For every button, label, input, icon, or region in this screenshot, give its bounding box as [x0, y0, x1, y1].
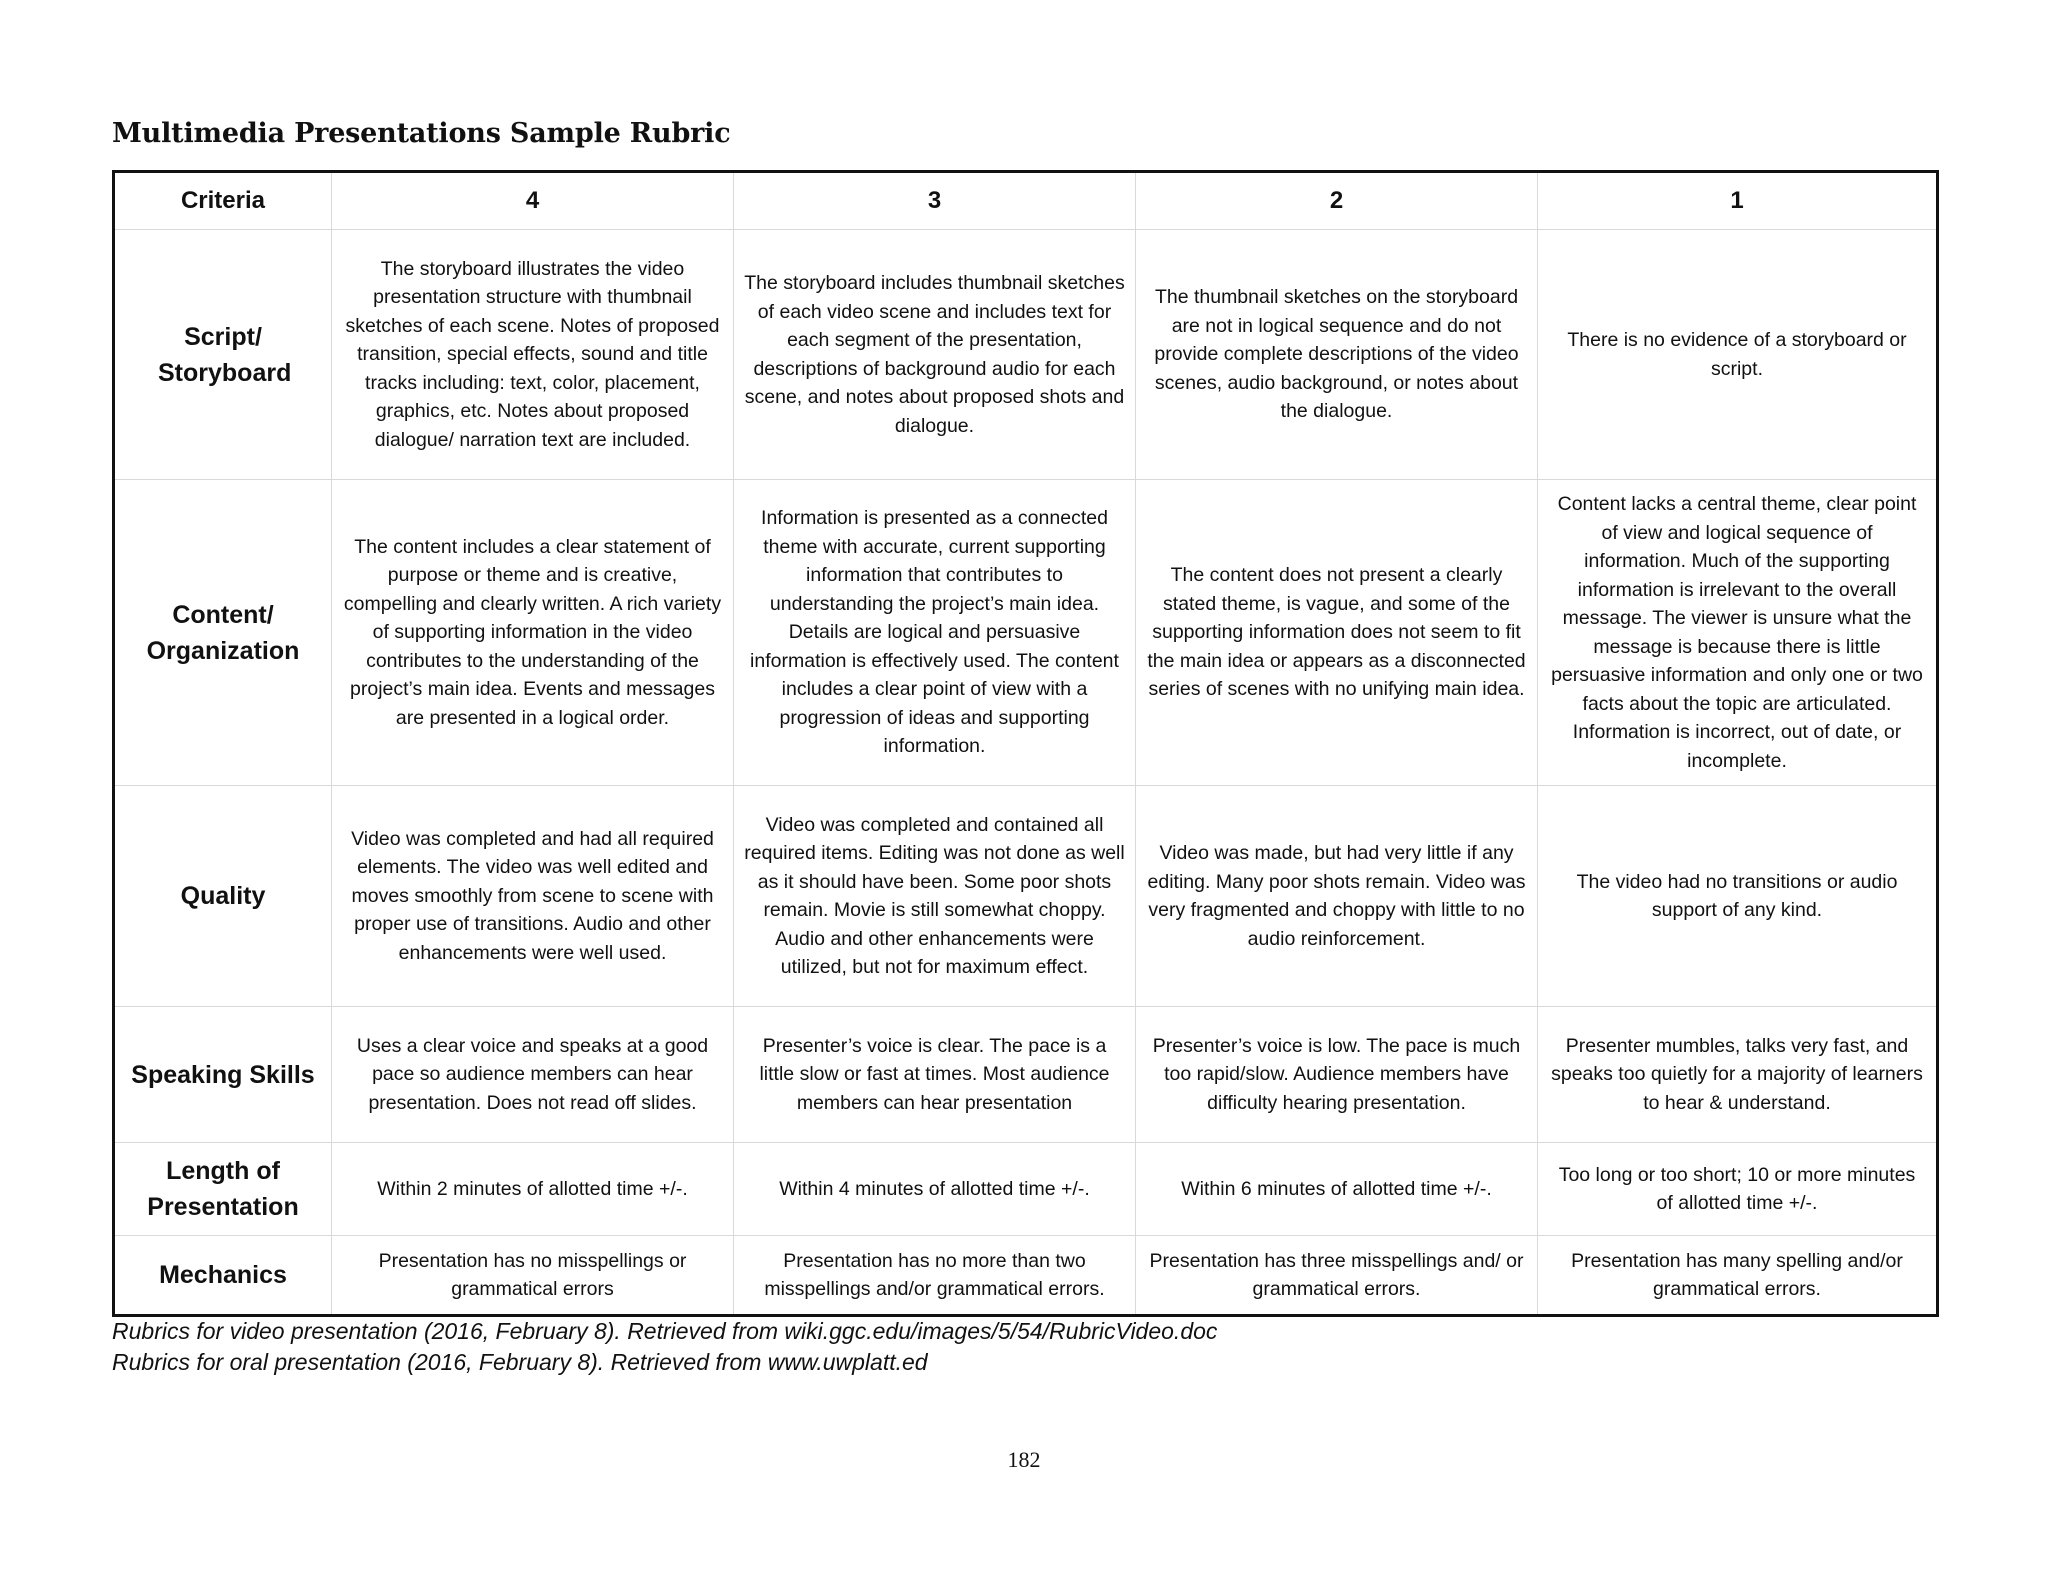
rubric-cell: Within 2 minutes of allotted time +/-. — [332, 1143, 734, 1236]
rubric-cell: Presentation has no more than two misspellings and/or grammatical errors. — [734, 1236, 1136, 1316]
rubric-cell: Uses a clear voice and speaks at a good pace so audience members can hear presentation. Does not read off slides. — [332, 1007, 734, 1143]
header-criteria: Criteria — [114, 172, 332, 230]
rubric-cell: Presentation has three misspellings and/ or grammatical errors. — [1136, 1236, 1538, 1316]
rubric-cell: Presenter’s voice is clear. The pace is a little slow or fast at times. Most audience members can hear presentation — [734, 1007, 1136, 1143]
rubric-table — [112, 170, 1939, 1317]
criteria-cell: Speaking Skills — [114, 1007, 332, 1143]
rubric-cell: Video was completed and contained all required items. Editing was not done as well as it should have been. Some poor shots remain. Movie is still somewhat choppy. Audio and other enhancements were utilized, but not for maximum effect. — [734, 786, 1136, 1007]
criteria-cell — [114, 230, 332, 480]
header-score-2: 2 — [1136, 172, 1538, 230]
header-score-3: 3 — [734, 172, 1136, 230]
rubric-cell: Video was completed and had all required elements. The video was well edited and moves smoothly from scene to scene with proper use of transitions. Audio and other enhancements were well used. — [332, 786, 734, 1007]
references — [112, 1316, 1217, 1378]
rubric-cell: Information is presented as a connected theme with accurate, current supporting information that contributes to understanding the project’s main idea. Details are logical and persuasive information is effectively used. The content includes a clear point of view with a progression of ideas and supporting information. — [734, 480, 1136, 786]
rubric-cell: The content includes a clear statement of purpose or theme and is creative, compelling and clearly written. A rich variety of supporting information in the video contributes to the understanding of the project’s main idea. Events and messages are presented in a logical order. — [332, 480, 734, 786]
rubric-cell: Presenter mumbles, talks very fast, and speaks too quietly for a majority of learners to hear & understand. — [1538, 1007, 1938, 1143]
rubric-cell: Presenter’s voice is low. The pace is much too rapid/slow. Audience members have difficulty hearing presentation. — [1136, 1007, 1538, 1143]
table-row — [114, 1007, 1938, 1143]
rubric-cell: Within 4 minutes of allotted time +/-. — [734, 1143, 1136, 1236]
criteria-cell — [114, 1143, 332, 1236]
criteria-cell — [114, 480, 332, 786]
header-score-1: 1 — [1538, 172, 1938, 230]
criteria-cell: Mechanics — [114, 1236, 332, 1316]
reference-video: Rubrics for video presentation (2016, February 8). Retrieved from wiki.ggc.edu/images/5/54/RubricVideo.doc — [112, 1318, 1218, 1344]
rubric-cell: Within 6 minutes of allotted time +/-. — [1136, 1143, 1538, 1236]
rubric-cell: The thumbnail sketches on the storyboard are not in logical sequence and do not provide complete descriptions of the video scenes, audio background, or notes about the dialogue. — [1136, 230, 1538, 480]
rubric-cell: The content does not present a clearly stated theme, is vague, and some of the supporting information does not seem to fit the main idea or appears as a disconnected series of scenes with no unifying main idea. — [1136, 480, 1538, 786]
criteria-label-line: Content/ Organization — [146, 600, 300, 665]
table-row — [114, 1143, 1938, 1236]
rubric-cell: The storyboard includes thumbnail sketches of each video scene and includes text for each segment of the presentation, descriptions of background audio for each scene, and notes about proposed shots and dialogue. — [734, 230, 1136, 480]
rubric-cell: Presentation has no misspellings or grammatical errors — [332, 1236, 734, 1316]
page-title: Multimedia Presentations Sample Rubric — [112, 118, 731, 149]
criteria-label-line: Length of Presentation — [147, 1157, 299, 1221]
criteria-cell: Quality — [114, 786, 332, 1007]
criteria-label-line: Script/ Storyboard — [158, 322, 292, 387]
rubric-cell: Video was made, but had very little if any editing. Many poor shots remain. Video was very fragmented and choppy with little to no audio reinforcement. — [1136, 786, 1538, 1007]
page-number: 182 — [1007, 1447, 1041, 1472]
rubric-cell: The storyboard illustrates the video presentation structure with thumbnail sketches of each scene. Notes of proposed transition, special effects, sound and title tracks including: text, color, placement, graphics, etc. Notes about proposed dialogue/ narration text are included. — [332, 230, 734, 480]
rubric-cell: Presentation has many spelling and/or grammatical errors. — [1538, 1236, 1938, 1316]
reference-oral: Rubrics for oral presentation (2016, February 8). Retrieved from www.uwplatt.ed — [112, 1349, 928, 1375]
header-score-4: 4 — [332, 172, 734, 230]
table-row — [114, 1236, 1938, 1316]
table-row — [114, 480, 1938, 786]
header-row — [114, 172, 1938, 230]
table-row — [114, 230, 1938, 480]
rubric-cell: Too long or too short; 10 or more minutes of allotted time +/-. — [1538, 1143, 1938, 1236]
rubric-cell: The video had no transitions or audio support of any kind. — [1538, 786, 1938, 1007]
rubric-cell: Content lacks a central theme, clear point of view and logical sequence of information. Much of the supporting information is irrelevant to the overall message. The viewer is unsure what the message is because there is little persuasive information and only one or two facts about the topic are articulated. Information is incorrect, out of date, or incomplete. — [1538, 480, 1938, 786]
table-row — [114, 786, 1938, 1007]
rubric-cell: There is no evidence of a storyboard or script. — [1538, 230, 1938, 480]
